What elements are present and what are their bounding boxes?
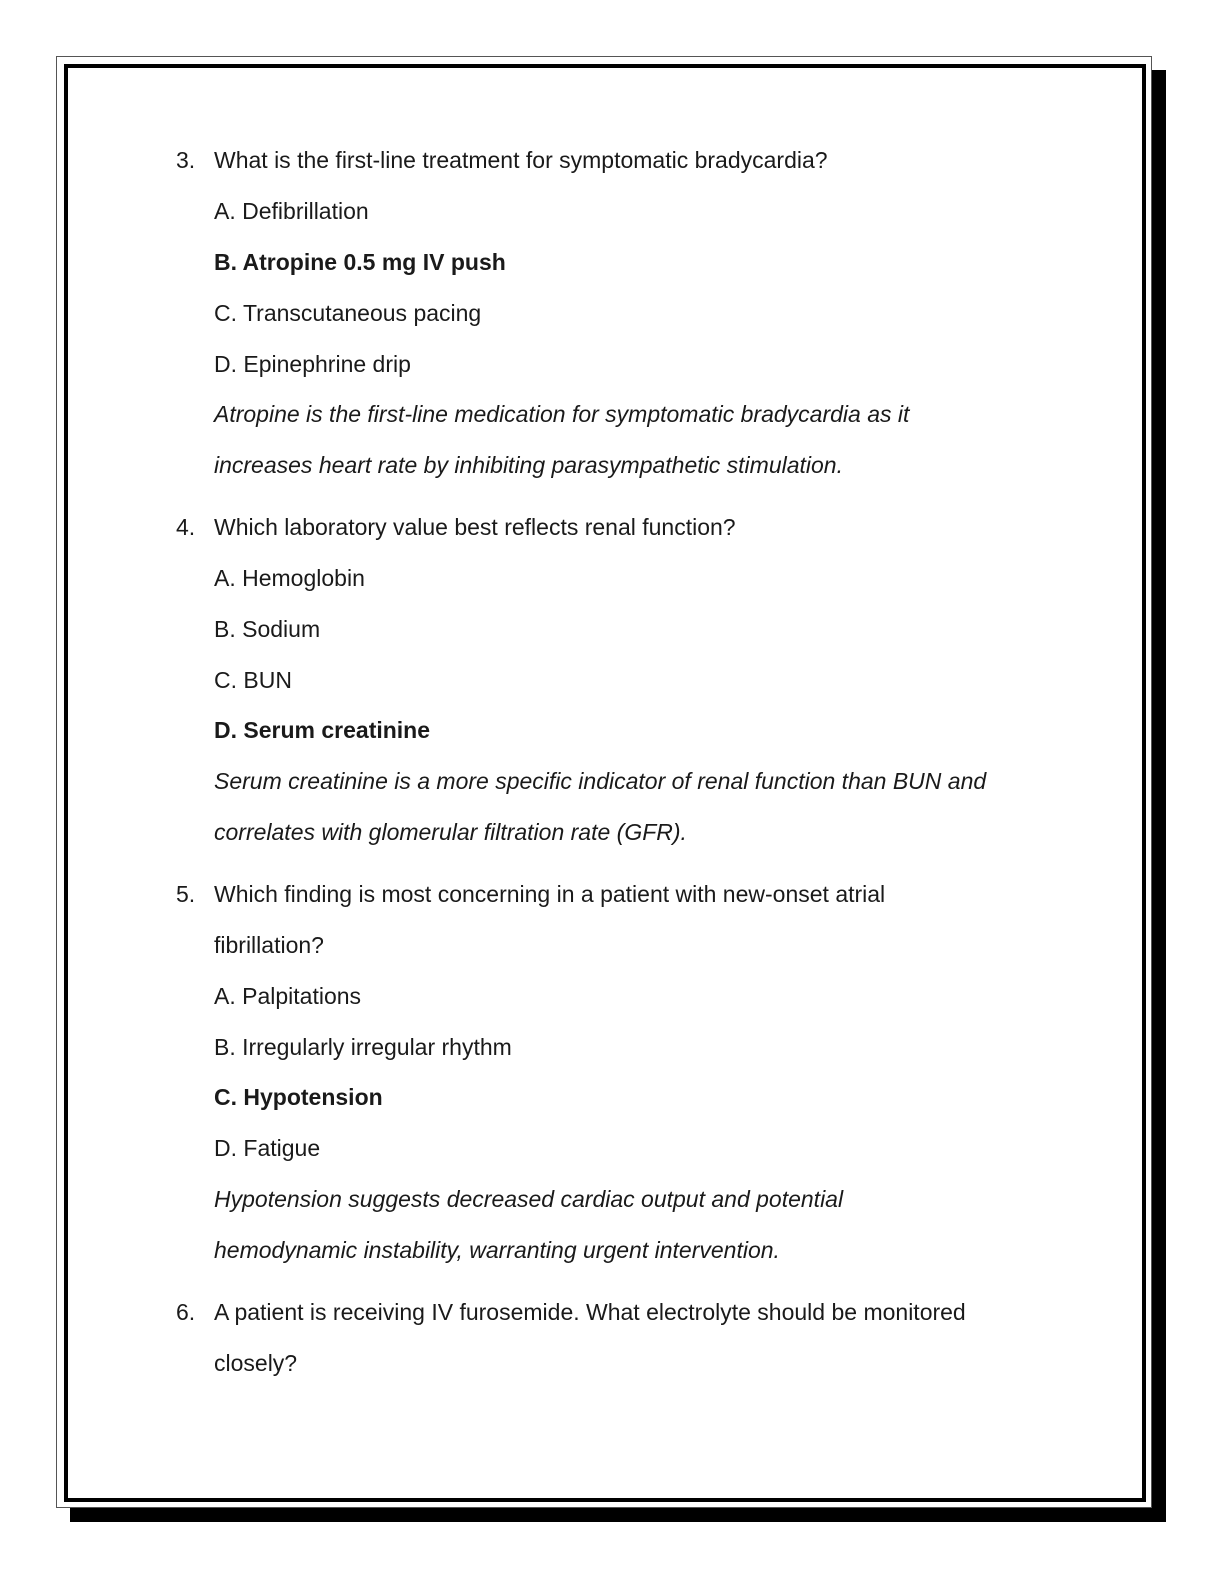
question-number: 3. bbox=[176, 147, 196, 173]
rationale-line: correlates with glomerular filtration rate (GFR). bbox=[214, 819, 687, 845]
question-number: 5. bbox=[176, 881, 196, 907]
rationale-line: Atropine is the first-line medication for symptomatic bradycardia as it bbox=[214, 401, 910, 427]
question-stem: What is the first-line treatment for symptomatic bradycardia? bbox=[214, 147, 828, 173]
question-stem: Which laboratory value best reflects renal function? bbox=[214, 514, 736, 540]
option: C. BUN bbox=[214, 667, 292, 693]
option: B. Sodium bbox=[214, 616, 321, 642]
rationale-line: hemodynamic instability, warranting urgent intervention. bbox=[214, 1237, 780, 1263]
option: C. Transcutaneous pacing bbox=[214, 300, 482, 326]
question-stem: closely? bbox=[214, 1350, 298, 1376]
option: B. Irregularly irregular rhythm bbox=[214, 1034, 512, 1060]
correct-option: C. Hypotension bbox=[214, 1084, 383, 1110]
question-stem: A patient is receiving IV furosemide. What electrolyte should be monitored bbox=[214, 1299, 966, 1325]
question-stem: Which finding is most concerning in a patient with new-onset atrial bbox=[214, 881, 886, 907]
question-number: 4. bbox=[176, 514, 196, 540]
question-number: 6. bbox=[176, 1299, 196, 1325]
correct-option: D. Serum creatinine bbox=[214, 717, 431, 743]
question-stem: fibrillation? bbox=[214, 932, 324, 958]
option: D. Fatigue bbox=[214, 1135, 321, 1161]
option: A. Defibrillation bbox=[214, 198, 369, 224]
rationale-line: Hypotension suggests decreased cardiac output and potential bbox=[214, 1186, 844, 1212]
rationale-line: increases heart rate by inhibiting parasympathetic stimulation. bbox=[214, 452, 843, 478]
option: A. Hemoglobin bbox=[214, 565, 365, 591]
option: D. Epinephrine drip bbox=[214, 351, 411, 377]
option: A. Palpitations bbox=[214, 983, 362, 1009]
rationale-line: Serum creatinine is a more specific indicator of renal function than BUN and bbox=[214, 768, 987, 794]
correct-option: B. Atropine 0.5 mg IV push bbox=[214, 249, 506, 275]
